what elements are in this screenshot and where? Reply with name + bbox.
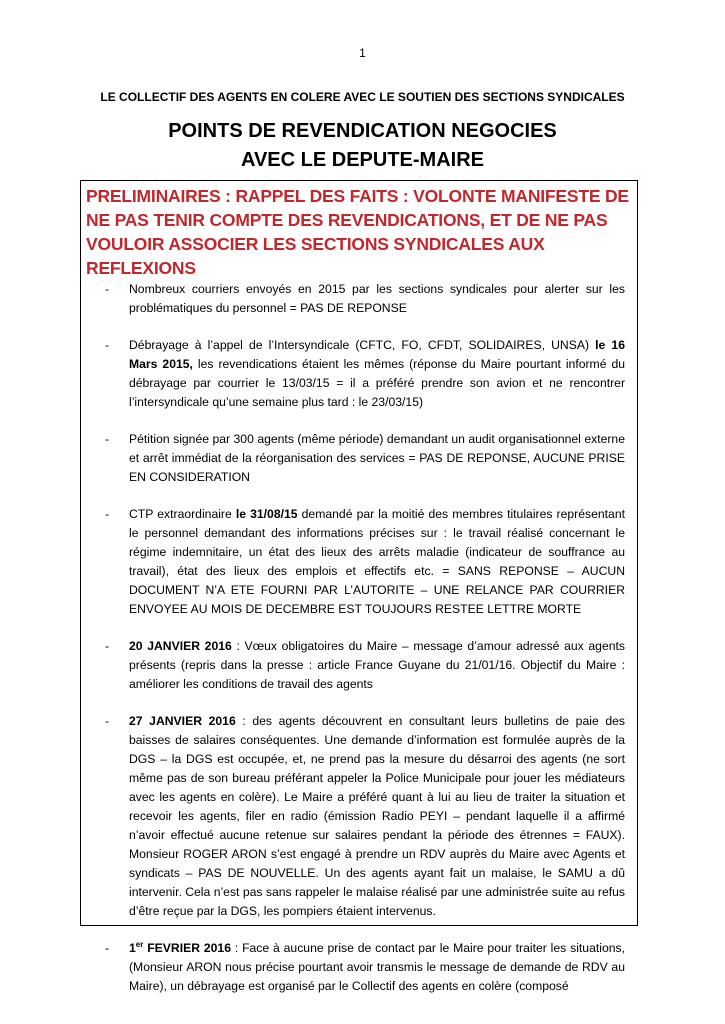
item-text: Débrayage à l’appel de l’Intersyndicale (CFTC, FO, CFDT, SOLIDAIRES, UNSA) <box>129 338 596 352</box>
page-number: 1 <box>359 46 366 60</box>
item-text-continued: demandé par la moitié des membres titulaires représentant le personnel demandant des informations précises sur : le travail réalisé concernant le régime indemnitaire, un état des lieux des arrêts maladie (indicateur de souffrance au travail), état des lieux des emplois et effectifs etc. = SANS REPONSE – AUCUN DOCUMENT N’A ETE FOURNI PAR L’AUTORITE – UNE RELANCE PAR COURRIER ENVOYEE AU MOIS DE DECEMBRE EST TOUJOURS RESTEE LETTRE MORTE <box>129 507 625 616</box>
content-frame <box>80 180 638 993</box>
item-text: Pétition signée par 300 agents (même période) demandant un audit organisationnel externe et arrêt immédiat de la réorganisation des services = PAS DE REPONSE, AUCUNE PRISE EN CONSIDERATION <box>129 432 625 484</box>
dash-bullet: - <box>105 282 110 296</box>
item-date: 20 JANVIER 2016 <box>129 639 232 653</box>
list-item <box>81 336 637 412</box>
item-date <box>129 941 231 955</box>
item-text: CTP extraordinaire <box>129 507 236 521</box>
list-item <box>81 637 637 694</box>
item-date: 27 JANVIER 2016 <box>129 714 236 728</box>
item-date-month: FEVRIER 2016 <box>143 941 231 955</box>
list-item <box>81 505 637 619</box>
list-item <box>81 430 637 487</box>
dash-bullet: - <box>105 338 110 352</box>
item-date: le 31/08/15 <box>235 507 298 521</box>
document-title <box>0 117 725 175</box>
title-line-2: AVEC LE DEPUTE-MAIRE <box>241 149 484 171</box>
dash-bullet: - <box>105 714 110 728</box>
item-text-continued: les revendications étaient les mêmes (réponse du Maire pourtant informé du débrayage par courrier le 13/03/15 = il a préféré prendre son avion et ne rencontrer l’intersyndicale qu’une semaine plus tard : le 23/03/15) <box>129 357 626 409</box>
collective-heading: LE COLLECTIF DES AGENTS EN COLERE AVEC LE SOUTIEN DES SECTIONS SYNDICALES <box>100 90 625 104</box>
facts-list <box>81 280 637 996</box>
list-item <box>81 280 637 318</box>
list-item <box>81 939 637 996</box>
item-text-continued: : Face à aucune prise de contact par le Maire pour traiter les situations, (Monsieur ARON nous précise pourtant avoir transmis le message de demande de RDV au Maire), un débrayage est organisé par le Collectif des agents en colère (composé <box>129 941 625 993</box>
dash-bullet: - <box>105 941 110 955</box>
item-text-continued: : des agents découvrent en consultant leurs bulletins de paie des baisses de salaires conséquentes. Une demande d’information est formulée auprès de la DGS – la DGS est occupée, et, ne prend pas la mesure du désarroi des agents (ne sort même pas de son bureau préférant appeler la Police Municipale pour jouer les médiateurs avec les agents en colère). Le Maire a préféré quant à lui au lieu de traiter la situation et recevoir les agents, filer en radio (émission Radio PEYI – pendant laquelle il a affirmé n’avoir effectué aucune retenue sur salaires pendant la période des étrennes = FAUX). Monsieur ROGER ARON s’est engagé à prendre un RDV auprès du Maire avec Agents et syndicats – PAS DE NOUVELLE. Un des agents ayant fait un malaise, le SAMU a dû intervenir. Cela n’est pas sans rappeler le malaise réalisé par une administrée suite au refus d’être reçue par la DGS, les pompiers étaient intervenus. <box>129 714 625 918</box>
dash-bullet: - <box>105 639 110 653</box>
dash-bullet: - <box>105 507 110 521</box>
item-date: le 16 Mars 2015, <box>129 338 625 371</box>
title-line-1: POINTS DE REVENDICATION NEGOCIES <box>168 120 557 142</box>
dash-bullet: - <box>105 432 110 446</box>
list-item <box>81 712 637 921</box>
item-date-suffix: er <box>135 939 144 949</box>
item-text: Nombreux courriers envoyés en 2015 par les sections syndicales pour alerter sur les problématiques du personnel = PAS DE REPONSE <box>129 282 625 315</box>
item-date-day: 1 <box>129 941 136 955</box>
preliminaires-heading: PRELIMINAIRES : RAPPEL DES FAITS : VOLONTE MANIFESTE DE NE PAS TENIR COMPTE DES REVENDICATIONS, ET DE NE PAS VOULOIR ASSOCIER LES SECTIONS SYNDICALES AUX REFLEXIONS <box>86 186 629 278</box>
item-text-continued: : Vœux obligatoires du Maire – message d’amour adressé aux agents présents (repris dans la presse : article France Guyane du 21/01/16. Objectif du Maire : améliorer les conditions de travail des agents <box>129 639 625 691</box>
